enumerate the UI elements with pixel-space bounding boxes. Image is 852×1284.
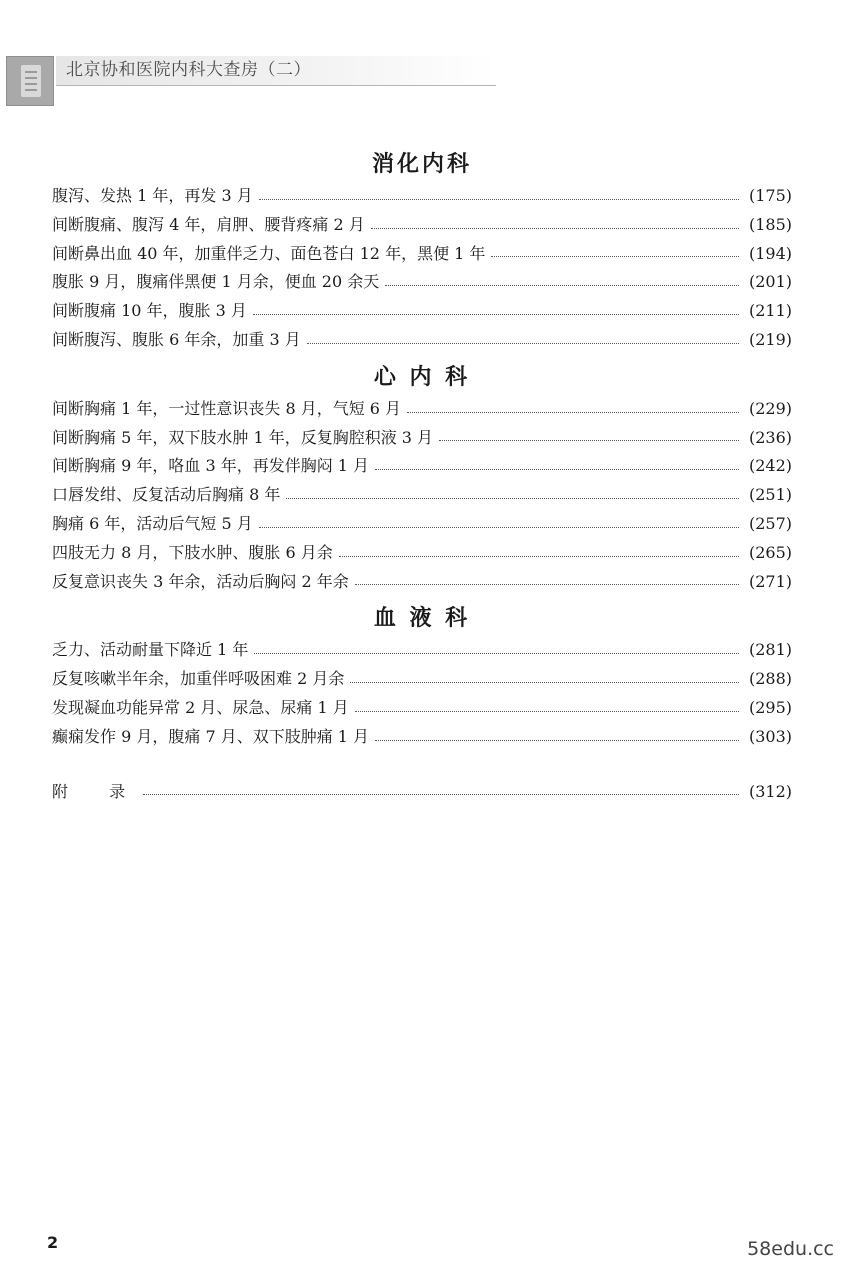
dot-leader	[259, 199, 739, 200]
entry-title: 腹泻、发热 1 年，再发 3 月	[52, 186, 253, 205]
entry-title: 间断腹痛 10 年，腹胀 3 月	[52, 301, 247, 321]
section-hematology	[52, 602, 792, 751]
entry-page: (175)	[748, 186, 792, 205]
entry-title: 反复咳嗽半年余，加重伴呼吸困难 2 月余	[52, 669, 345, 689]
entry-page: (236)	[748, 427, 792, 447]
dot-leader	[385, 285, 739, 286]
entry-title: 发现凝血功能异常 2 月、尿急、尿痛 1 月	[52, 697, 349, 717]
toc-entry[interactable]	[52, 723, 792, 752]
section-gastroenterology	[52, 148, 792, 355]
entry-page: (211)	[748, 301, 792, 321]
entry-page: (295)	[748, 697, 792, 717]
entry-page: (271)	[748, 571, 792, 591]
entry-title: 口唇发绀、反复活动后胸痛 8 年	[52, 485, 281, 505]
entry-page: (251)	[748, 485, 792, 505]
entry-page: (288)	[748, 669, 792, 689]
running-header	[0, 0, 852, 110]
toc-entry[interactable]	[52, 395, 792, 424]
entry-title: 癫痫发作 9 月，腹痛 7 月、双下肢肿痛 1 月	[52, 726, 370, 746]
dot-leader	[407, 412, 739, 413]
toc-entry[interactable]	[52, 539, 792, 568]
dot-leader	[143, 794, 739, 795]
dot-leader	[439, 440, 739, 441]
dot-leader	[355, 711, 739, 712]
entry-page: (242)	[748, 456, 792, 476]
entry-title: 四肢无力 8 月，下肢水肿、腹胀 6 月余	[52, 542, 333, 562]
table-of-contents	[52, 148, 792, 806]
entry-page: (281)	[748, 640, 792, 660]
entry-title: 腹胀 9 月，腹痛伴黑便 1 月余，便血 20 余天	[52, 272, 380, 292]
toc-entry[interactable]	[52, 240, 792, 269]
entry-title: 间断腹痛、腹泻 4 年，肩胛、腰背疼痛 2 月	[52, 214, 365, 234]
toc-entry[interactable]	[52, 211, 792, 240]
dot-leader	[307, 343, 739, 344]
entry-page: (229)	[748, 398, 792, 418]
dot-leader	[339, 556, 739, 557]
toc-entry[interactable]	[52, 481, 792, 510]
entry-title: 间断腹泻、腹胀 6 年余，加重 3 月	[52, 329, 301, 349]
section-title: 消化内科	[371, 152, 472, 177]
header-title: 北京协和医院内科大查房（二）	[66, 60, 311, 80]
toc-entry[interactable]	[52, 510, 792, 539]
dot-leader	[355, 584, 739, 585]
book-icon	[6, 56, 54, 106]
appendix-page: (312)	[748, 781, 792, 801]
toc-entry[interactable]	[52, 636, 792, 665]
entry-title: 胸痛 6 年，活动后气短 5 月	[52, 513, 253, 533]
dot-leader	[375, 740, 739, 741]
section-cardiology	[52, 361, 792, 597]
appendix-title: 附 录	[52, 781, 144, 801]
dot-leader	[375, 469, 739, 470]
dot-leader	[491, 256, 739, 257]
toc-entry[interactable]	[52, 268, 792, 297]
dot-leader	[259, 527, 739, 528]
toc-entry[interactable]	[52, 665, 792, 694]
section-title: 心 内 科	[373, 364, 471, 390]
dot-leader	[350, 682, 739, 683]
entry-title: 乏力、活动耐量下降近 1 年	[52, 640, 249, 660]
toc-entry[interactable]	[52, 297, 792, 326]
dot-leader	[253, 314, 739, 315]
entry-title: 间断胸痛 1 年，一过性意识丧失 8 月，气短 6 月	[52, 398, 402, 418]
toc-entry[interactable]	[52, 694, 792, 723]
toc-entry[interactable]	[52, 452, 792, 481]
entry-page: (265)	[748, 542, 792, 562]
entry-page: (201)	[748, 272, 792, 292]
entry-title: 间断胸痛 5 年，双下肢水肿 1 年，反复胸腔积液 3 月	[52, 427, 434, 447]
entry-page: (257)	[748, 513, 792, 533]
watermark: 58edu.cc	[747, 1238, 834, 1260]
entry-page: (185)	[748, 214, 792, 234]
entry-title: 反复意识丧失 3 年余，活动后胸闷 2 年余	[52, 571, 349, 591]
dot-leader	[254, 653, 739, 654]
header-rule	[56, 85, 496, 86]
toc-entry[interactable]	[52, 424, 792, 453]
toc-entry[interactable]	[52, 568, 792, 597]
toc-entry-appendix[interactable]	[52, 778, 792, 807]
section-title: 血 液 科	[373, 606, 471, 632]
toc-entry[interactable]	[52, 182, 792, 211]
dot-leader	[286, 498, 739, 499]
entry-page: (194)	[748, 243, 792, 263]
dot-leader	[371, 228, 739, 229]
entry-title: 间断胸痛 9 年，咯血 3 年，再发伴胸闷 1 月	[52, 456, 370, 476]
toc-entry[interactable]	[52, 326, 792, 355]
entry-title: 间断鼻出血 40 年，加重伴乏力、面色苍白 12 年，黑便 1 年	[52, 243, 486, 263]
entry-page: (219)	[748, 329, 792, 349]
entry-page: (303)	[748, 726, 792, 746]
page-number: 2	[47, 1233, 59, 1252]
